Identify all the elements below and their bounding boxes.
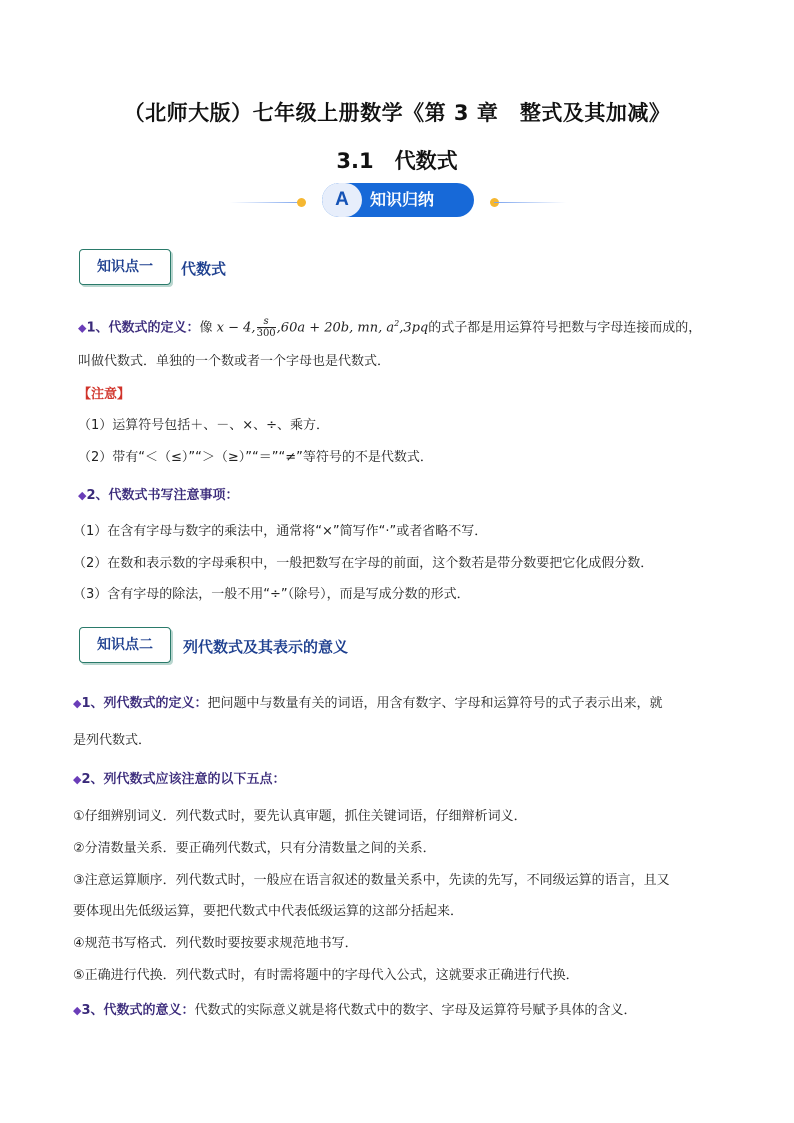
expression-a: x − 4, (216, 320, 256, 336)
banner-pill (322, 183, 474, 217)
definition-heading: 1、代数式的定义： (86, 320, 200, 336)
diamond-bullet-icon: ◆ (73, 1004, 82, 1017)
writing-rule-1: （1）在含有字母与数字的乘法中，通常将“×”简写作“·”或者省略不写． (73, 524, 488, 539)
definition-rest: 的式子都是用运算符号把数与字母连接而成的， (428, 320, 702, 336)
banner-line-right (494, 202, 566, 203)
forming-definition-line-2: 是列代数式． (73, 733, 152, 748)
section-subtitle: 3.1 代数式 (336, 149, 458, 173)
knowledge-point-2-box: 知识点二 (79, 627, 171, 663)
definition-paragraph (78, 309, 724, 343)
writing-rule-2: （2）在数和表示数的字母乘积中，一般把数写在字母的前面，这个数若是带分数要把它化成假分数． (73, 556, 654, 571)
knowledge-point-1-box: 知识点一 (79, 249, 171, 285)
knowledge-point-2-title: 列代数式及其表示的意义 (183, 638, 349, 656)
point-5: ⑤正确进行代换．列代数式时，有时需将题中的字母代入公式，这就要求正确进行代换． (73, 968, 579, 983)
diamond-bullet-icon: ◆ (73, 697, 82, 710)
writing-rules-heading-text: 2、代数式书写注意事项： (86, 488, 239, 503)
meaning-rest: 代数式的实际意义就是将代数式中的数字、字母及运算符号赋予具体的含义． (194, 1003, 637, 1018)
diamond-bullet-icon: ◆ (78, 489, 87, 502)
banner-line-left (230, 202, 302, 203)
forming-definition-paragraph (73, 689, 719, 719)
five-points-heading-text: 2、列代数式应该注意的以下五点： (81, 772, 286, 787)
forming-definition-rest: 把问题中与数量有关的词语，用含有数字、字母和运算符号的式子表示出来，就 (207, 696, 663, 711)
point-3-line-1: ③注意运算顺序．列代数式时，一般应在语言叙述的数量关系中，先读的先写，不同级运算的语言，且又 (73, 873, 670, 888)
definition-lead: 像 (199, 320, 213, 336)
meaning-heading: 3、代数式的意义： (81, 1003, 195, 1018)
banner-dot-left (297, 198, 306, 207)
writing-rules-heading (78, 481, 724, 511)
document-title: （北师大版）七年级上册数学《第 3 章 整式及其加减》 (123, 101, 671, 125)
definition-line-2: 叫做代数式．单独的一个数或者一个字母也是代数式． (78, 354, 391, 369)
note-item-2: （2）带有“＜（≤）”“＞（≥）”“＝”“≠”等符号的不是代数式． (78, 450, 433, 465)
point-4: ④规范书写格式．列代数时要按要求规范地书写． (73, 936, 358, 951)
five-points-heading (73, 765, 719, 795)
note-item-1: （1）运算符号包括＋、－、×、÷、乘方． (78, 418, 330, 433)
meaning-paragraph (73, 996, 719, 1026)
point-1: ①仔细辨别词义．列代数式时，要先认真审题，抓住关键词语，仔细辩析词义． (73, 809, 527, 824)
note-heading: 【注意】 (78, 387, 131, 402)
writing-rule-3: （3）含有字母的除法，一般不用“÷”（除号），而是写成分数的形式． (73, 587, 470, 602)
fraction-s-over-300 (257, 316, 276, 339)
expression-b: ,60a + 20b, mn, a (276, 320, 395, 336)
section-banner (230, 182, 566, 220)
fraction-denominator: 300 (256, 328, 276, 340)
expression-c: ,3pq (399, 320, 429, 336)
diamond-bullet-icon: ◆ (73, 773, 82, 786)
banner-text: 知识归纳 (370, 190, 435, 209)
exponent: 2 (394, 319, 400, 328)
point-2: ②分清数量关系．要正确列代数式，只有分清数量之间的关系． (73, 841, 436, 856)
knowledge-point-1-title: 代数式 (181, 260, 227, 278)
diamond-bullet-icon: ◆ (78, 321, 87, 335)
forming-definition-heading: 1、列代数式的定义： (81, 696, 208, 711)
fraction-numerator: s (257, 316, 276, 328)
banner-letter: A (322, 183, 362, 217)
point-3-line-2: 要体现出先低级运算，要把代数式中代表低级运算的这部分括起来． (73, 904, 464, 919)
